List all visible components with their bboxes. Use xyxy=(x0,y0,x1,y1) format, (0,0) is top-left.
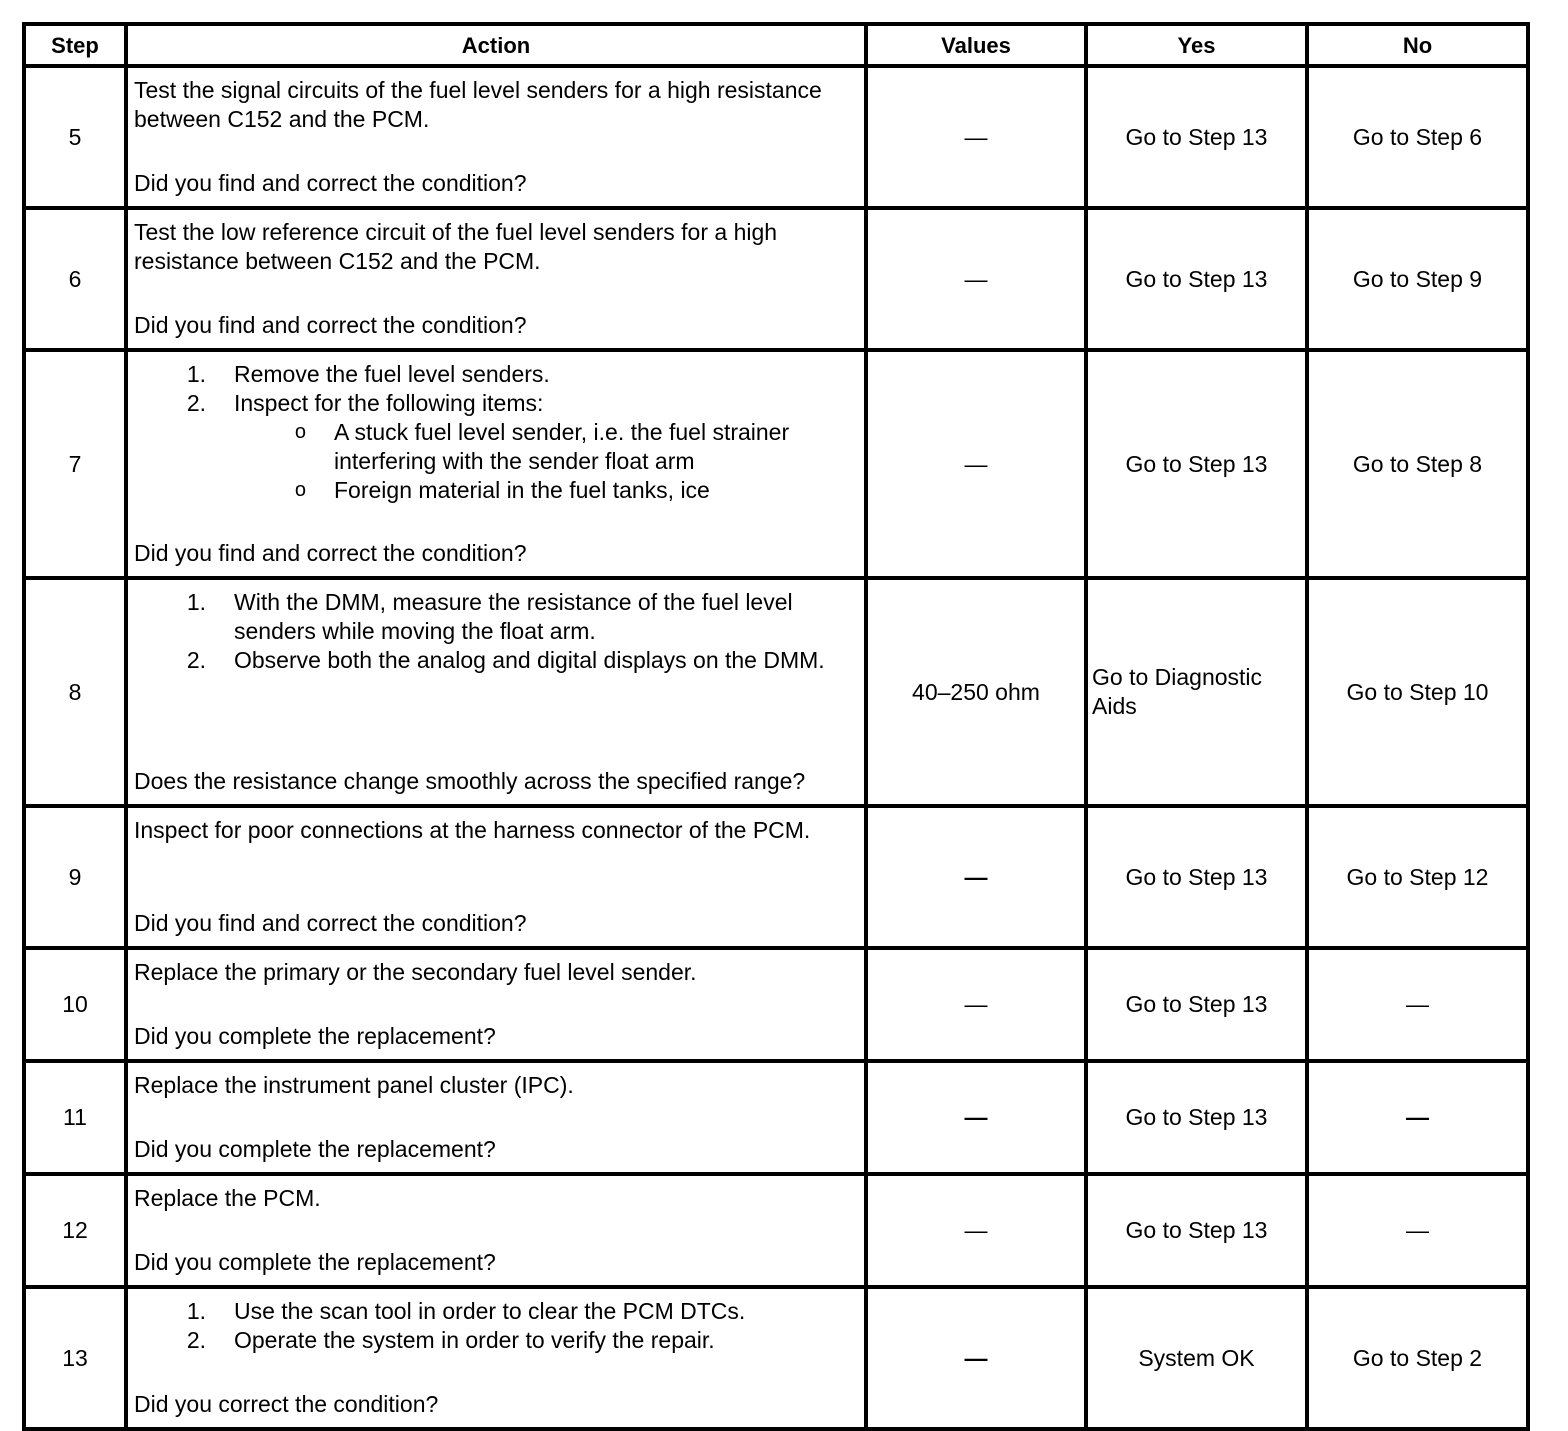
step-number: 5 xyxy=(24,66,126,208)
action-cell xyxy=(126,948,866,1061)
action-question: Did you find and correct the condition? xyxy=(134,312,527,338)
action-question: Did you find and correct the condition? xyxy=(134,170,527,196)
values-cell: — xyxy=(866,806,1086,948)
action-instruction: Inspect for poor connections at the harness connector of the PCM. xyxy=(134,817,811,843)
header-no: No xyxy=(1307,24,1528,66)
action-question: Did you complete the replacement? xyxy=(134,1249,496,1275)
table-row xyxy=(24,578,1528,806)
yes-cell: Go to Step 13 xyxy=(1086,350,1307,578)
yes-cell: Go to Step 13 xyxy=(1086,806,1307,948)
yes-cell: System OK xyxy=(1086,1287,1307,1429)
table-row xyxy=(24,350,1528,578)
table-row xyxy=(24,208,1528,350)
yes-cell: Go to Step 13 xyxy=(1086,1061,1307,1174)
numbered-list xyxy=(134,588,858,675)
values-cell: — xyxy=(866,1174,1086,1287)
yes-cell: Go to Step 13 xyxy=(1086,948,1307,1061)
values-cell: — xyxy=(866,1287,1086,1429)
values-cell: — xyxy=(866,350,1086,578)
header-yes: Yes xyxy=(1086,24,1307,66)
header-row xyxy=(24,24,1528,66)
table-row xyxy=(24,806,1528,948)
sub-list-item: o Foreign material in the fuel tanks, ice xyxy=(294,477,710,503)
values-cell: — xyxy=(866,66,1086,208)
list-item: 1. Use the scan tool in order to clear the PCM DTCs. xyxy=(186,1298,746,1324)
sub-list-item: o A stuck fuel level sender, i.e. the fuel strainer interfering with the sender float arm xyxy=(294,419,790,474)
action-cell xyxy=(126,208,866,350)
no-cell: Go to Step 12 xyxy=(1307,806,1528,948)
yes-cell: Go to Step 13 xyxy=(1086,1174,1307,1287)
action-instruction: Replace the instrument panel cluster (IPC). xyxy=(134,1072,574,1098)
action-cell xyxy=(126,1174,866,1287)
action-instruction: Test the signal circuits of the fuel level senders for a high resistance between C152 and the PCM. xyxy=(134,77,822,132)
action-cell xyxy=(126,1061,866,1174)
action-cell xyxy=(126,350,866,578)
list-item: 1. With the DMM, measure the resistance of the fuel level senders while moving the float arm. xyxy=(186,589,793,644)
action-instruction: Replace the primary or the secondary fuel level sender. xyxy=(134,959,697,985)
step-number: 9 xyxy=(24,806,126,948)
action-question: Does the resistance change smoothly across the specified range? xyxy=(134,768,806,794)
yes-cell: Go to Step 13 xyxy=(1086,66,1307,208)
no-cell: — xyxy=(1307,948,1528,1061)
step-number: 7 xyxy=(24,350,126,578)
no-cell: Go to Step 6 xyxy=(1307,66,1528,208)
step-number: 8 xyxy=(24,578,126,806)
action-cell xyxy=(126,806,866,948)
header-step: Step xyxy=(24,24,126,66)
no-cell: Go to Step 10 xyxy=(1307,578,1528,806)
list-item: 2. Observe both the analog and digital displays on the DMM. xyxy=(186,647,825,673)
no-cell: Go to Step 9 xyxy=(1307,208,1528,350)
numbered-list xyxy=(134,1297,858,1355)
no-cell: — xyxy=(1307,1061,1528,1174)
list-item: 1. Remove the fuel level senders. xyxy=(186,361,550,387)
list-item: 2. Operate the system in order to verify the repair. xyxy=(186,1327,715,1353)
list-item: 2. Inspect for the following items: xyxy=(186,390,544,416)
action-question: Did you find and correct the condition? xyxy=(134,910,527,936)
step-number: 13 xyxy=(24,1287,126,1429)
action-question: Did you correct the condition? xyxy=(134,1391,439,1417)
numbered-list xyxy=(134,360,858,505)
no-cell: Go to Step 8 xyxy=(1307,350,1528,578)
table-row xyxy=(24,66,1528,208)
header-action: Action xyxy=(126,24,866,66)
table-row xyxy=(24,948,1528,1061)
action-question: Did you complete the replacement? xyxy=(134,1023,496,1049)
values-cell: — xyxy=(866,1061,1086,1174)
action-instruction: Test the low reference circuit of the fuel level senders for a high resistance between C152 and the PCM. xyxy=(134,219,778,274)
yes-cell: Go to Diagnostic Aids xyxy=(1086,578,1307,806)
values-cell: — xyxy=(866,208,1086,350)
table-row xyxy=(24,1174,1528,1287)
step-number: 6 xyxy=(24,208,126,350)
action-cell xyxy=(126,66,866,208)
header-values: Values xyxy=(866,24,1086,66)
step-number: 10 xyxy=(24,948,126,1061)
action-question: Did you find and correct the condition? xyxy=(134,540,527,566)
step-number: 11 xyxy=(24,1061,126,1174)
values-cell: — xyxy=(866,948,1086,1061)
no-cell: Go to Step 2 xyxy=(1307,1287,1528,1429)
yes-cell: Go to Step 13 xyxy=(1086,208,1307,350)
action-cell xyxy=(126,578,866,806)
values-cell: 40–250 ohm xyxy=(866,578,1086,806)
action-instruction: Replace the PCM. xyxy=(134,1185,321,1211)
step-number: 12 xyxy=(24,1174,126,1287)
table-row xyxy=(24,1061,1528,1174)
diagnostic-table xyxy=(22,22,1530,1431)
no-cell: — xyxy=(1307,1174,1528,1287)
action-question: Did you complete the replacement? xyxy=(134,1136,496,1162)
